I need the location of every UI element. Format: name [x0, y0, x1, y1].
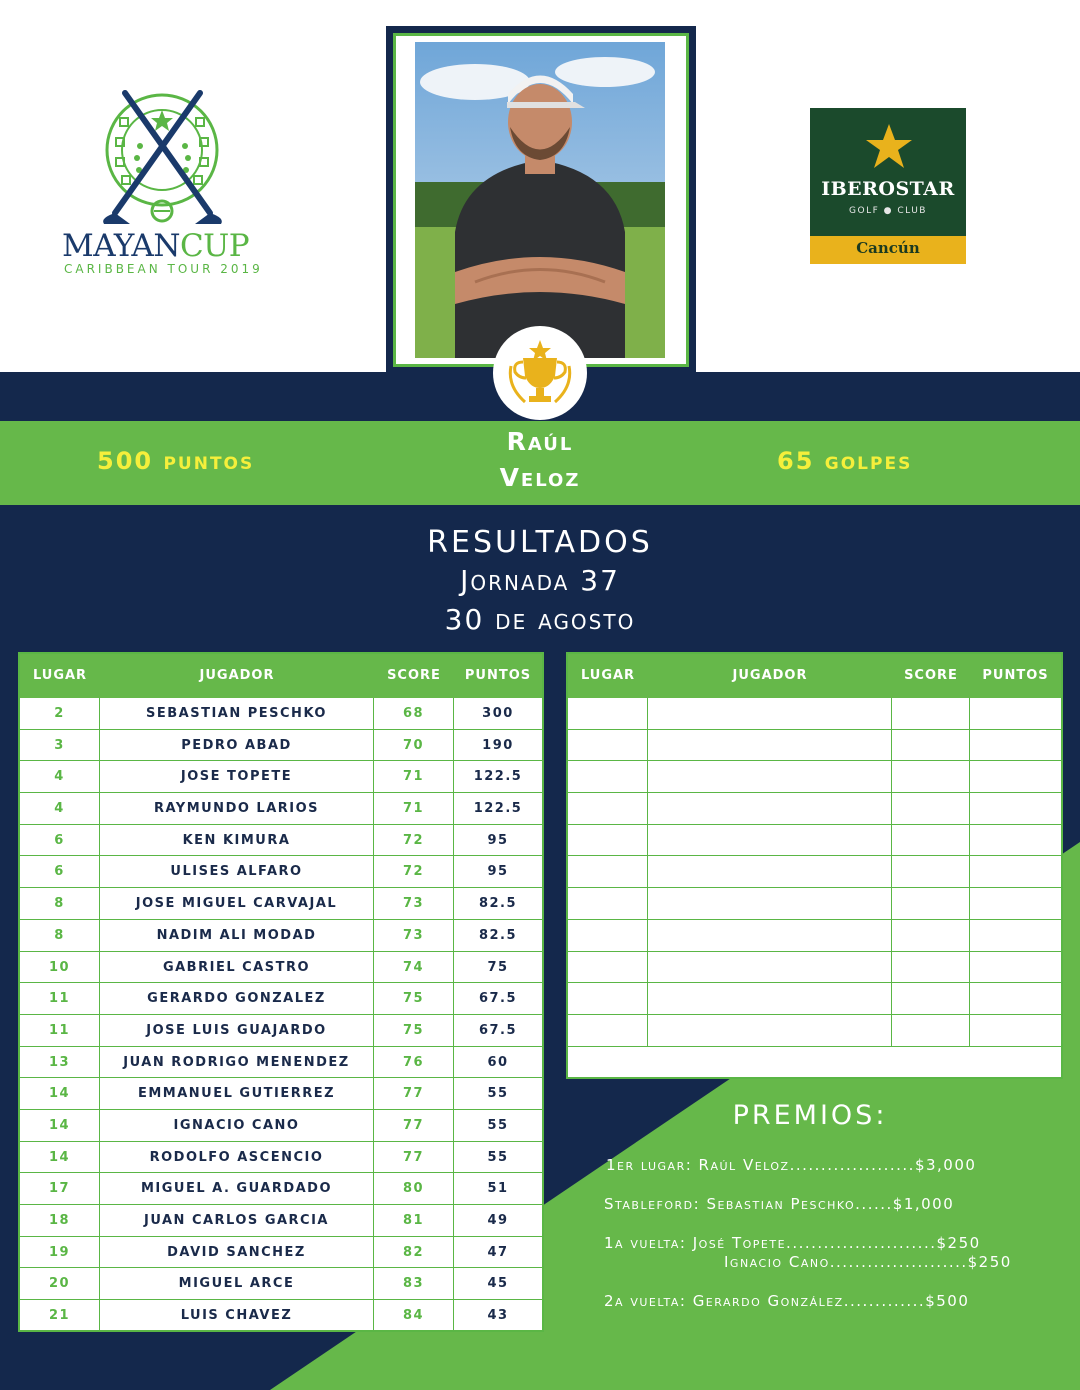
empty-cell	[568, 920, 648, 951]
empty-cell	[892, 952, 970, 983]
empty-row	[568, 888, 1061, 920]
empty-row	[568, 698, 1061, 730]
cell-jugador: PEDRO ABAD	[100, 730, 374, 761]
prizes-title: PREMIOS:	[732, 1100, 888, 1131]
cell-puntos: 190	[482, 737, 514, 753]
cell-score: 76	[374, 1047, 454, 1078]
cell-score: 83	[374, 1268, 454, 1299]
cell-puntos: 55	[487, 1086, 509, 1102]
table-row	[20, 1142, 542, 1174]
cell-score: 75	[374, 1015, 454, 1046]
cell-lugar: 19	[20, 1237, 100, 1268]
cell-puntos: 55	[487, 1117, 509, 1133]
cell-lugar: 2	[20, 698, 100, 729]
cell-score: 77	[374, 1110, 454, 1141]
cell-jugador: ULISES ALFARO	[100, 856, 374, 887]
empty-cell	[648, 920, 892, 951]
cell-jugador: EMMANUEL GUTIERREZ	[100, 1078, 374, 1109]
empty-cell	[892, 825, 970, 856]
cell-score: 75	[374, 983, 454, 1014]
empty-row	[568, 825, 1061, 857]
table-row	[20, 793, 542, 825]
empty-cell	[970, 793, 1061, 824]
cell-score: 77	[374, 1142, 454, 1173]
cell-jugador: GERARDO GONZALEZ	[100, 983, 374, 1014]
col-lugar: LUGAR	[580, 668, 636, 683]
cell-jugador: JOSE LUIS GUAJARDO	[100, 1015, 374, 1046]
cell-jugador: LUIS CHAVEZ	[100, 1300, 374, 1331]
cell-score: 81	[374, 1205, 454, 1236]
empty-row	[568, 983, 1061, 1015]
cell-lugar: 8	[20, 888, 100, 919]
empty-cell	[970, 698, 1061, 729]
cell-puntos: 51	[487, 1181, 509, 1197]
empty-cell	[568, 793, 648, 824]
empty-cell	[648, 761, 892, 792]
empty-cell	[648, 825, 892, 856]
cell-lugar: 10	[20, 952, 100, 983]
col-lugar: LUGAR	[32, 668, 88, 683]
empty-cell	[970, 1015, 1061, 1046]
table-row	[20, 1047, 542, 1079]
cell-lugar: 6	[20, 856, 100, 887]
empty-cell	[648, 888, 892, 919]
empty-cell	[892, 1015, 970, 1046]
empty-cell	[568, 888, 648, 919]
cell-puntos: 67.5	[478, 1022, 518, 1038]
table-row	[20, 952, 542, 984]
cell-score: 73	[374, 888, 454, 919]
star-icon	[864, 122, 914, 172]
prize-first-round: 1a vuelta: José Topete........................$250	[604, 1234, 981, 1252]
empty-cell	[892, 920, 970, 951]
cell-score: 74	[374, 952, 454, 983]
empty-table-header	[568, 654, 1061, 698]
iberostar-name: IBEROSTAR	[821, 178, 955, 200]
empty-cell	[970, 856, 1061, 887]
empty-cell	[892, 698, 970, 729]
cell-puntos: 82.5	[478, 927, 518, 943]
cell-lugar: 18	[20, 1205, 100, 1236]
empty-row	[568, 856, 1061, 888]
cell-lugar: 8	[20, 920, 100, 951]
empty-cell	[648, 856, 892, 887]
empty-cell	[892, 856, 970, 887]
cell-jugador: JOSE MIGUEL CARVAJAL	[100, 888, 374, 919]
prize-first-round-2: Ignacio Cano......................$250	[724, 1253, 1012, 1271]
mayan-cup-wordmark: MAYANCUP	[62, 228, 250, 264]
cell-score: 68	[374, 698, 454, 729]
cell-puntos: 122.5	[473, 769, 523, 785]
cell-puntos: 122.5	[473, 801, 523, 817]
cell-lugar: 11	[20, 983, 100, 1014]
empty-cell	[568, 730, 648, 761]
empty-table	[566, 652, 1063, 1079]
cell-lugar: 21	[20, 1300, 100, 1331]
empty-row	[568, 730, 1061, 762]
cell-score: 71	[374, 793, 454, 824]
cell-jugador: NADIM ALI MODAD	[100, 920, 374, 951]
cell-score: 70	[374, 730, 454, 761]
cell-lugar: 4	[20, 761, 100, 792]
cell-jugador: MIGUEL ARCE	[100, 1268, 374, 1299]
table-row	[20, 761, 542, 793]
col-jugador: JUGADOR	[199, 668, 275, 683]
prize-stableford: Stableford: Sebastian Peschko......$1,000	[604, 1195, 955, 1213]
empty-cell	[970, 952, 1061, 983]
table-row	[20, 1205, 542, 1237]
cell-puntos: 82.5	[478, 896, 518, 912]
cell-lugar: 3	[20, 730, 100, 761]
table-row	[20, 920, 542, 952]
cell-score: 72	[374, 825, 454, 856]
empty-cell	[648, 983, 892, 1014]
empty-cell	[568, 856, 648, 887]
cell-puntos: 55	[487, 1149, 509, 1165]
empty-cell	[568, 983, 648, 1014]
trophy-icon	[493, 326, 587, 420]
table-row	[20, 1015, 542, 1047]
cell-jugador: JOSE TOPETE	[100, 761, 374, 792]
cell-puntos: 60	[487, 1054, 509, 1070]
col-puntos: PUNTOS	[464, 668, 532, 683]
results-date: 30 de agosto	[444, 603, 636, 636]
col-jugador: JUGADOR	[732, 668, 808, 683]
cell-lugar: 13	[20, 1047, 100, 1078]
cell-lugar: 14	[20, 1142, 100, 1173]
results-jornada: Jornada 37	[460, 564, 620, 597]
empty-cell	[568, 698, 648, 729]
col-puntos: PUNTOS	[982, 668, 1049, 683]
empty-cell	[892, 793, 970, 824]
iberostar-sub: GOLF ● CLUB	[849, 206, 927, 216]
empty-cell	[568, 761, 648, 792]
table-row	[20, 1268, 542, 1300]
cell-jugador: RAYMUNDO LARIOS	[100, 793, 374, 824]
empty-row	[568, 952, 1061, 984]
empty-cell	[892, 983, 970, 1014]
cell-jugador: IGNACIO CANO	[100, 1110, 374, 1141]
prize-first: 1er lugar: Raúl Veloz....................$3,000	[606, 1156, 977, 1174]
col-score: SCORE	[904, 668, 958, 683]
empty-cell	[568, 1015, 648, 1046]
cell-score: 80	[374, 1173, 454, 1204]
cell-score: 77	[374, 1078, 454, 1109]
iberostar-city: Cancún	[856, 239, 920, 257]
mayan-tour-label: CARIBBEAN TOUR 2019	[64, 262, 263, 276]
empty-cell	[648, 952, 892, 983]
table-row	[20, 698, 542, 730]
standings-rows	[20, 698, 542, 1332]
empty-cell	[568, 825, 648, 856]
empty-row	[568, 920, 1061, 952]
cell-lugar: 14	[20, 1110, 100, 1141]
empty-row	[568, 1015, 1061, 1047]
cell-lugar: 14	[20, 1078, 100, 1109]
winner-points: 500 puntos	[97, 447, 255, 475]
table-row	[20, 1173, 542, 1205]
empty-cell	[892, 761, 970, 792]
winner-last-name: Veloz	[499, 463, 581, 492]
table-row	[20, 1300, 542, 1332]
col-score: SCORE	[387, 668, 441, 683]
empty-cell	[970, 825, 1061, 856]
cell-jugador: SEBASTIAN PESCHKO	[100, 698, 374, 729]
cell-score: 72	[374, 856, 454, 887]
cell-jugador: JUAN RODRIGO MENENDEZ	[100, 1047, 374, 1078]
empty-cell	[970, 983, 1061, 1014]
empty-cell	[648, 730, 892, 761]
empty-cell	[970, 920, 1061, 951]
table-row	[20, 730, 542, 762]
table-row	[20, 1110, 542, 1142]
empty-cell	[892, 730, 970, 761]
empty-cell	[648, 793, 892, 824]
cell-puntos: 67.5	[478, 991, 518, 1007]
empty-cell	[892, 888, 970, 919]
empty-row	[568, 761, 1061, 793]
table-row	[20, 888, 542, 920]
cell-score: 71	[374, 761, 454, 792]
cell-lugar: 20	[20, 1268, 100, 1299]
cell-jugador: DAVID SANCHEZ	[100, 1237, 374, 1268]
cell-jugador: RODOLFO ASCENCIO	[100, 1142, 374, 1173]
prize-second-round: 2a vuelta: Gerardo González.............$500	[604, 1292, 970, 1310]
empty-cell	[648, 1015, 892, 1046]
cell-puntos: 43	[487, 1308, 509, 1324]
standings-table	[18, 652, 544, 1332]
cell-score: 82	[374, 1237, 454, 1268]
empty-row	[568, 793, 1061, 825]
cell-lugar: 4	[20, 793, 100, 824]
table-row	[20, 983, 542, 1015]
winner-strokes: 65 golpes	[777, 447, 913, 475]
empty-cell	[970, 761, 1061, 792]
empty-cell	[568, 952, 648, 983]
table-row	[20, 1237, 542, 1269]
results-title: RESULTADOS	[427, 525, 653, 560]
cell-puntos: 95	[487, 832, 509, 848]
empty-cell	[648, 698, 892, 729]
cell-puntos: 300	[482, 706, 514, 721]
cell-puntos: 47	[487, 1244, 509, 1260]
table-row	[20, 1078, 542, 1110]
empty-cell	[970, 888, 1061, 919]
cell-jugador: MIGUEL A. GUARDADO	[100, 1173, 374, 1204]
cell-lugar: 17	[20, 1173, 100, 1204]
cell-jugador: KEN KIMURA	[100, 825, 374, 856]
cell-puntos: 45	[487, 1276, 509, 1292]
cell-puntos: 49	[487, 1213, 509, 1228]
cell-jugador: JUAN CARLOS GARCIA	[100, 1205, 374, 1236]
trophy-badge	[493, 326, 587, 420]
cell-jugador: GABRIEL CASTRO	[100, 952, 374, 983]
cell-lugar: 6	[20, 825, 100, 856]
winner-first-name: Raúl	[506, 427, 574, 456]
table-row	[20, 825, 542, 857]
winner-photo	[415, 42, 665, 358]
cell-score: 84	[374, 1300, 454, 1331]
standings-header	[20, 654, 542, 698]
table-row	[20, 856, 542, 888]
cell-score: 73	[374, 920, 454, 951]
cell-puntos: 95	[487, 864, 509, 880]
cell-lugar: 11	[20, 1015, 100, 1046]
cell-puntos: 75	[487, 959, 509, 975]
empty-cell	[970, 730, 1061, 761]
iberostar-logo	[810, 108, 966, 264]
empty-table-rows	[568, 698, 1061, 1047]
